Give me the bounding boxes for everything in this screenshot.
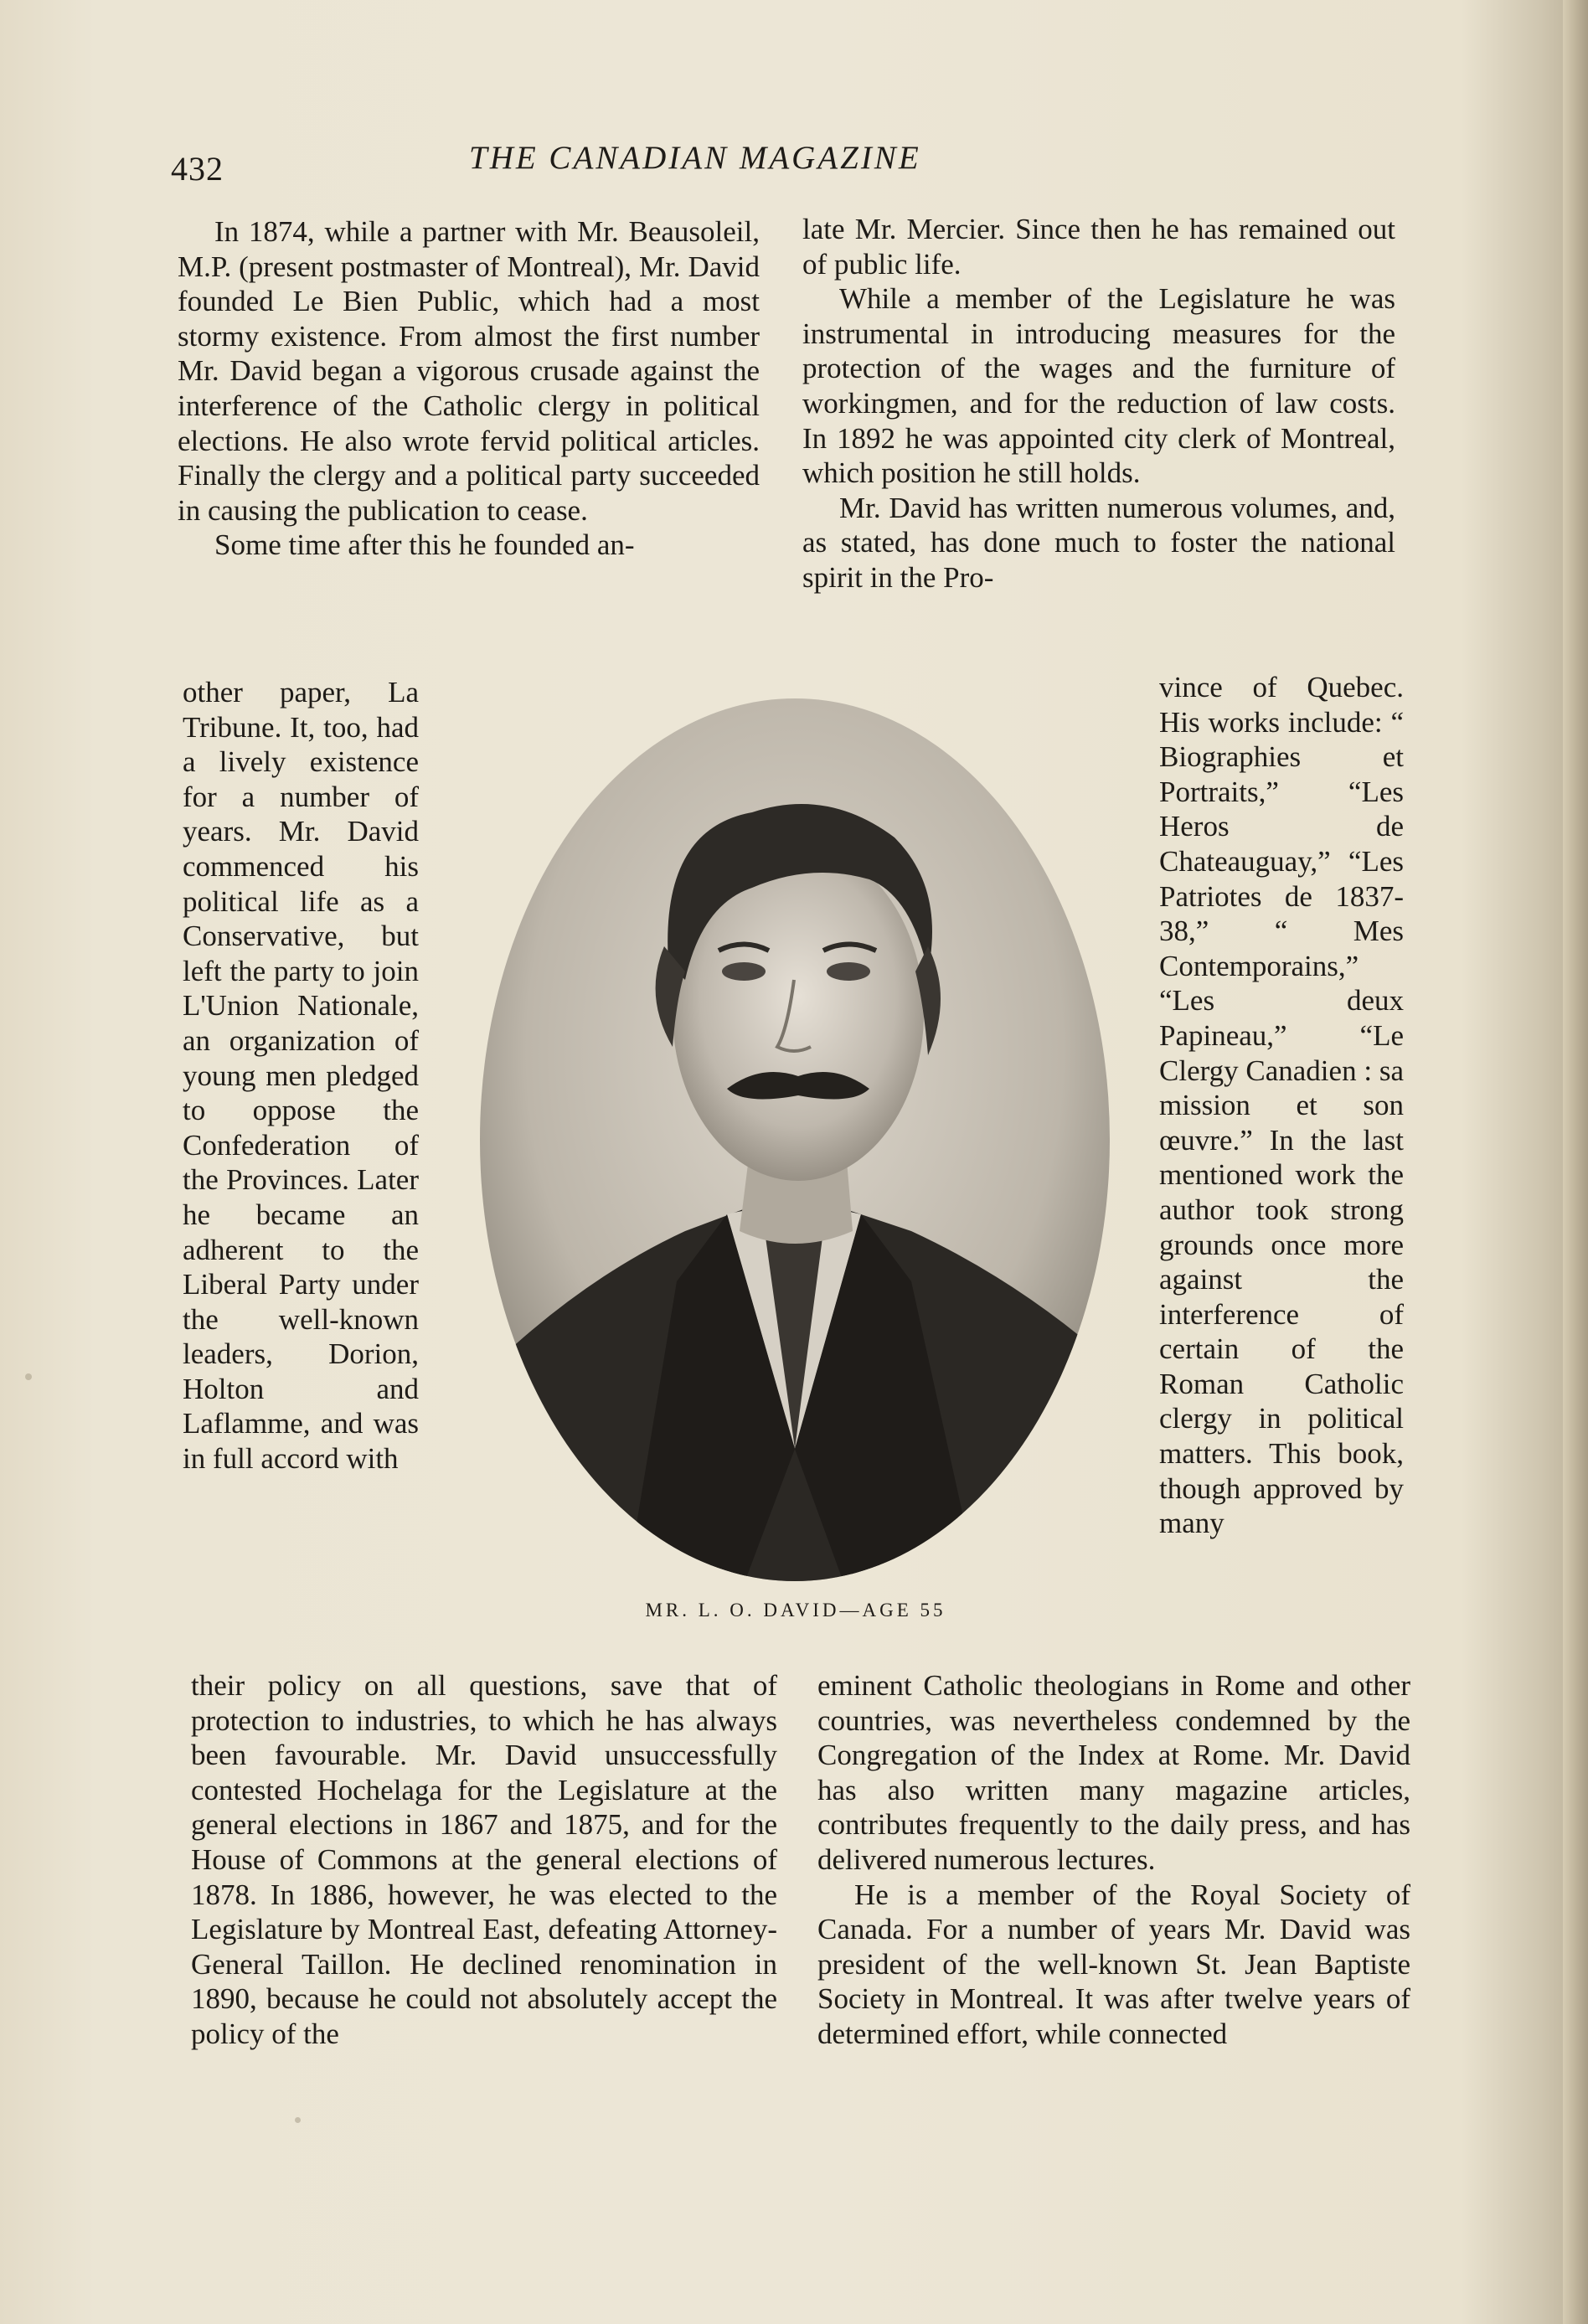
running-title: THE CANADIAN MAGAZINE	[469, 140, 921, 176]
portrait-photo	[476, 695, 1114, 1585]
paragraph: He is a member of the Royal Society of Canada. For a number of years Mr. David was president of the well-known St. Jean Baptiste Society in Montreal. It was after twelve years of determined effort, while connected	[817, 1878, 1410, 2050]
paragraph: late Mr. Mercier. Since then he has remained out of public life.	[802, 213, 1395, 281]
paragraph: In 1874, while a partner with Mr. Beausoleil, M.P. (present postmaster of Montreal), Mr. David founded Le Bien Public, which had a most stormy existence. From almost the first number Mr. David began a vigorous crusade against the interference of the Catholic clergy in political elections. He also wrote fervid political articles. Finally the clergy and a political party succeeded in causing the publication to cease.	[178, 215, 760, 527]
right-column-bottom	[817, 1668, 1410, 2052]
paragraph: other paper, La Tribune. It, too, had a lively existence for a number of years. Mr. David commenced his political life as a Conservative, but left the party to join L'Union Nationale, an organization of young men pledged to oppose the Confederation of the Provinces. Later he became an adherent to the Liberal Party under the well-known leaders, Dorion, Holton and Laflamme, and was in full accord with	[183, 676, 419, 1476]
paragraph: While a member of the Legislature he was instrumental in introducing measures for the protection of the wages and the furniture of workingmen, and for the reduction of law costs. In 1892 he was appointed city clerk of Montreal, which position he still holds.	[802, 282, 1395, 490]
page-edge	[1563, 0, 1588, 2324]
right-column-wrap	[1159, 670, 1404, 1541]
paragraph: vince of Quebec. His works include: “ Biographies et Portraits,” “Les Heros de Chateauguay,” “Les Patriotes de 1837-38,” “ Mes Contemporains,” “Les deux Papineau,” “Le Clergy Canadien : sa mission et son œuvre.” In the last mentioned work the author took strong grounds once more against the interference of certain of the Roman Catholic clergy in political matters. This book, though approved by many	[1159, 671, 1404, 1540]
paragraph: Some time after this he founded an-	[214, 528, 635, 562]
portrait-caption: MR. L. O. DAVID—AGE 55	[645, 1600, 946, 1621]
right-column-top	[802, 212, 1395, 595]
paragraph: their policy on all questions, save that of protection to industries, to which he has always been favourable. Mr. David unsuccessfully contested Hochelaga for the Legislature at the general elections in 1867 and 1875, and for the House of Commons at the general elections of 1878. In 1886, however, he was elected to the Legislature by Montreal East, defeating Attorney-General Taillon. He declined renomination in 1890, because he could not absolutely accept the policy of the	[191, 1669, 777, 2050]
left-column-wrap	[183, 675, 419, 1476]
left-column-top	[178, 214, 760, 563]
page-number: 432	[171, 150, 224, 188]
left-column-bottom	[191, 1668, 777, 2052]
paper-spot	[295, 2117, 301, 2123]
paragraph: eminent Catholic theologians in Rome and other countries, was nevertheless condemned by the Congregation of the Index at Rome. Mr. David has also written many magazine articles, contributes frequently to the daily press, and has delivered numerous lectures.	[817, 1669, 1410, 1876]
paragraph: Mr. David has written numerous volumes, and, as stated, has done much to foster the national spirit in the Pro-	[802, 491, 1395, 594]
paper-spot	[25, 1373, 32, 1380]
